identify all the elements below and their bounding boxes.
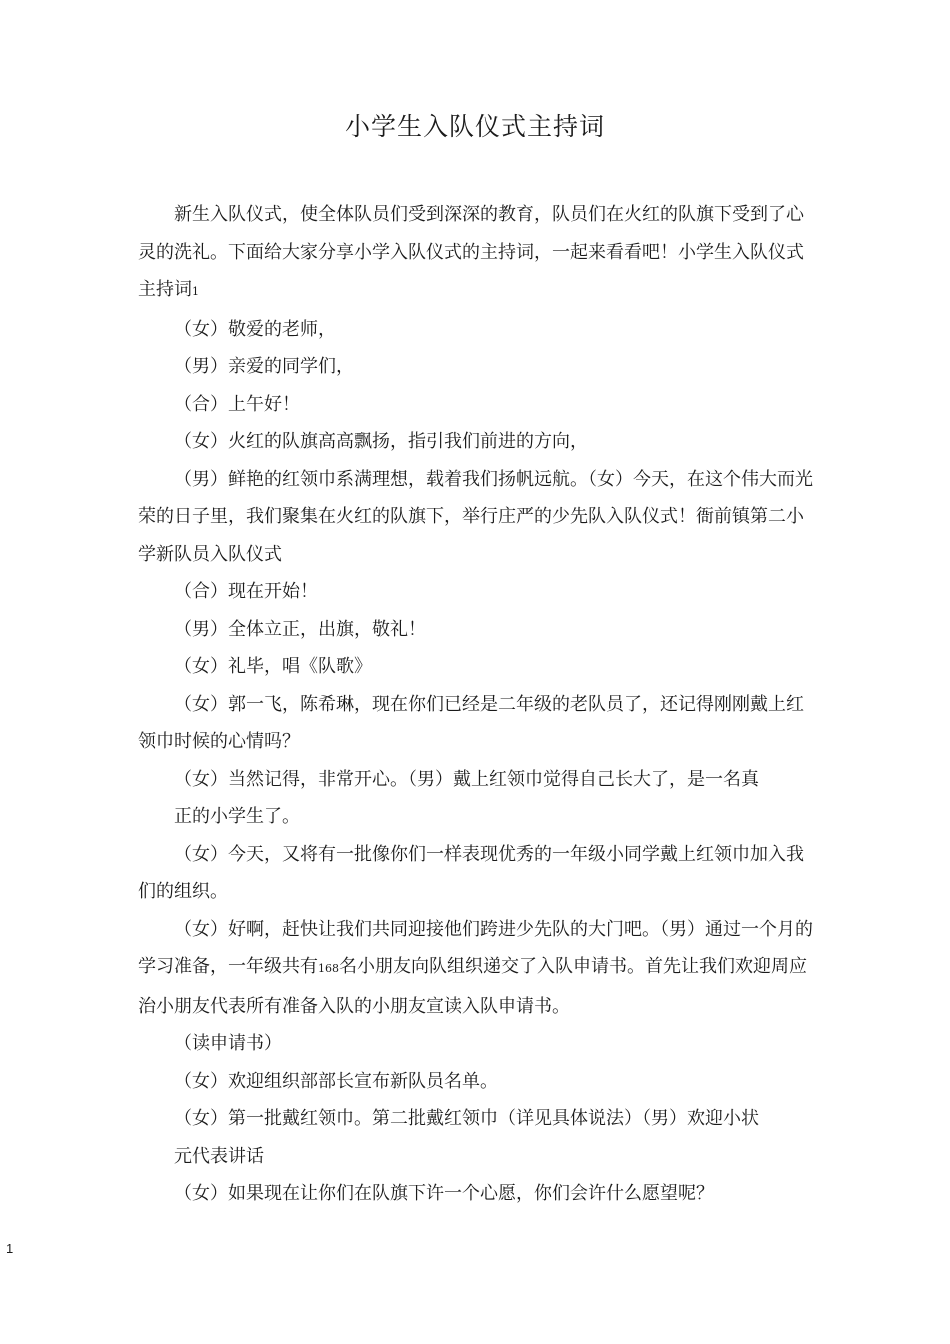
line-female-batches-first: （女）第一批戴红领巾。第二批戴红领巾（详见具体说法）（男）欢迎小状 xyxy=(174,1108,759,1129)
intro-index: 1 xyxy=(192,285,199,298)
intro-text: 新生入队仪式，使全体队员们受到深深的教育，队员们在火红的队旗下受到了心灵的洗礼。下面给大家分享小学入队仪式的主持词，一起来看看吧！小学生入队仪式主持词 xyxy=(138,204,804,300)
line-female-answer xyxy=(138,761,818,836)
line-male-attention: （男）全体立正，出旗，敬礼！ xyxy=(174,618,426,640)
line-female-announce: （女）欢迎组织部部长宣布新队员名单。 xyxy=(174,1070,498,1092)
intro-paragraph xyxy=(138,196,818,311)
line-female-batches xyxy=(138,1100,818,1175)
line-together-start: （合）现在开始！ xyxy=(174,581,318,602)
line-together-greeting: （合）上午好！ xyxy=(174,393,300,415)
line-female-flag: （女）火红的队旗高高飘扬，指引我们前进的方向， xyxy=(174,431,588,452)
document-title: 小学生入队仪式主持词 xyxy=(344,112,605,141)
line-male-scarf: （男）鲜艳的红领巾系满理想，载着我们扬帆远航。（女）今天，在这个伟大而光荣的日子里，我们聚集在火红的队旗下，举行庄严的少先队入队仪式！衙前镇第二小学新队员入队仪式 xyxy=(138,468,813,565)
line-female-answer-first: （女）当然记得，非常开心。（男）戴上红领巾觉得自己长大了，是一名真 xyxy=(174,768,759,790)
document-body xyxy=(138,196,818,1213)
welcome-text-end: 名小朋友向队组织递交了入队申请书。首先让我们欢迎周应治小朋友代表所有准备入队的小朋友宣读入队申请书。 xyxy=(138,956,807,1017)
line-female-answer-rest: 正的小学生了。 xyxy=(174,806,300,827)
welcome-text-start: （女）好啊，赶快让我们共同迎接他们跨进少先队的大门吧。（男）通过一个月的学习准备，一年级共有 xyxy=(138,918,813,977)
page-number: 1 xyxy=(6,1241,14,1256)
line-female-song: （女）礼毕，唱《队歌》 xyxy=(174,656,372,677)
line-male-greeting: （男）亲爱的同学们， xyxy=(174,356,354,377)
line-female-today: （女）今天，又将有一批像你们一样表现优秀的一年级小同学戴上红领巾加入我们的组织。 xyxy=(138,843,804,902)
line-female-wish: （女）如果现在让你们在队旗下许一个心愿，你们会许什么愿望呢？ xyxy=(174,1183,714,1204)
member-count: 168 xyxy=(318,962,339,975)
line-female-question: （女）郭一飞，陈希琳，现在你们已经是二年级的老队员了，还记得刚刚戴上红领巾时候的心情吗？ xyxy=(138,693,804,752)
line-female-greeting: （女）敬爱的老师， xyxy=(174,318,336,340)
line-female-batches-rest: 元代表讲话 xyxy=(174,1145,264,1167)
line-read-application: （读申请书） xyxy=(174,1033,282,1054)
line-female-welcome xyxy=(138,911,818,1026)
